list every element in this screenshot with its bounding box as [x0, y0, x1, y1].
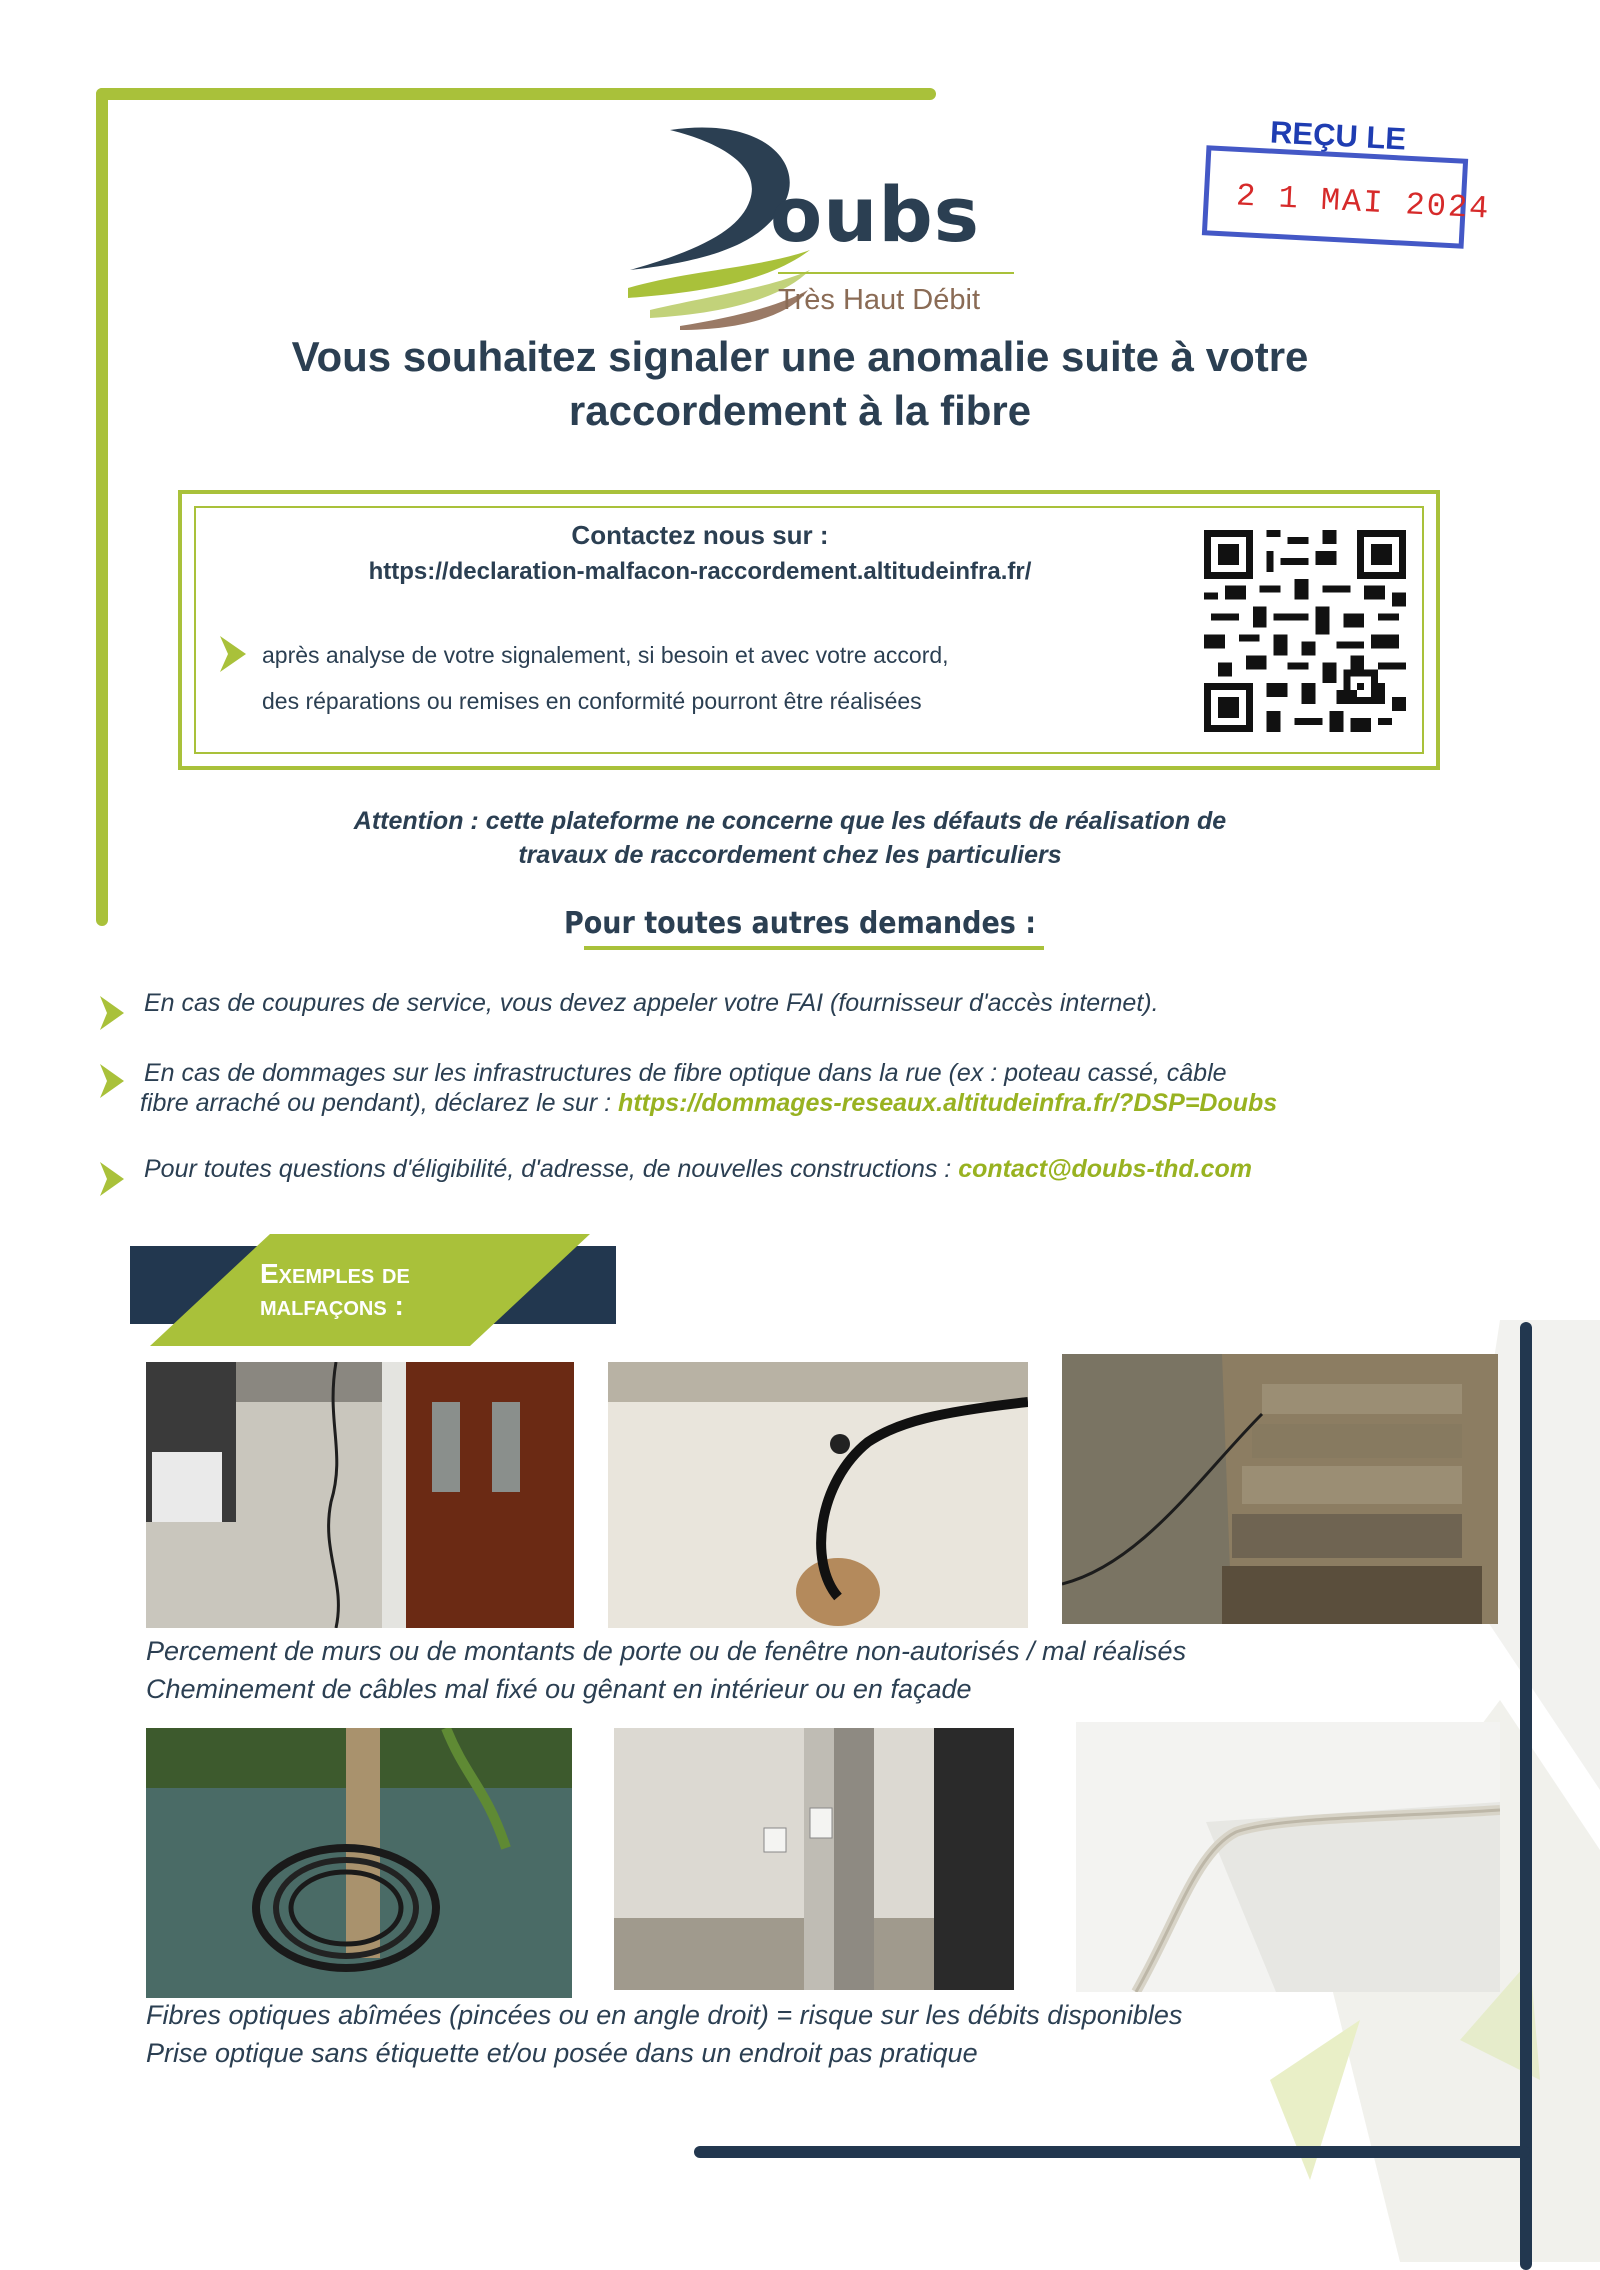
- attention-note: [200, 804, 1380, 872]
- caption-2-line-2: Prise optique sans étiquette et/ou posée dans un endroit pas pratique: [146, 2038, 978, 2068]
- banner-line-2: malfaçons :: [260, 1290, 404, 1321]
- photo-cable-along-stairs: [1062, 1354, 1498, 1624]
- contact-heading: Contactez nous sur :: [571, 520, 829, 550]
- bullet-service-outage: En cas de coupures de service, vous devez appeler votre FAI (fournisseur d'accès internet).: [144, 989, 1159, 1017]
- logo-divider: [778, 272, 1014, 274]
- frame-top-line: [96, 88, 936, 100]
- other-requests-underline: [584, 946, 1044, 950]
- photo-cable-through-wall: [608, 1362, 1028, 1628]
- photo-coiled-fiber-cable: [146, 1728, 572, 1998]
- bullet-3-text: Pour toutes questions d'éligibilité, d'adresse, de nouvelles constructions :: [144, 1155, 959, 1183]
- logo-subtitle: Très Haut Débit: [778, 284, 980, 316]
- contact-url-link[interactable]: https://declaration-malfacon-raccordement.altitudeinfra.fr/: [368, 558, 1032, 585]
- bullet-eligibility-questions: [144, 1154, 1544, 1184]
- arrow-bullet-icon: [98, 994, 126, 1032]
- contact-text-line-1: après analyse de votre signalement, si besoin et avec votre accord,: [262, 642, 949, 668]
- qr-code-icon[interactable]: [1204, 530, 1406, 732]
- other-requests-heading: Pour toutes autres demandes :: [563, 906, 1037, 941]
- bullet-2-line-2-text: fibre arraché ou pendant), déclarez le sur :: [140, 1089, 619, 1117]
- logo-wordmark: oubs: [770, 170, 980, 259]
- attention-line-1: Attention : cette plateforme ne concerne que les défauts de réalisation de: [353, 807, 1227, 835]
- contact-description: [262, 632, 1202, 724]
- frame-left-line: [96, 88, 108, 926]
- contact-text-line-2: des réparations ou remises en conformité pourront être réalisées: [262, 688, 922, 714]
- damage-report-link[interactable]: https://dommages-reseaux.altitudeinfra.fr/?DSP=Doubs: [618, 1089, 1278, 1117]
- examples-banner-text: [260, 1258, 410, 1322]
- arrow-bullet-icon: [218, 634, 248, 674]
- title-line-1: Vous souhaitez signaler une anomalie suite à votre: [291, 333, 1309, 380]
- banner-line-1: Exemples de: [260, 1258, 410, 1289]
- attention-line-2: travaux de raccordement chez les particuliers: [518, 841, 1062, 869]
- stamp-date: 2 1 MAI 2024: [1235, 177, 1492, 228]
- frame-right-line: [1520, 1322, 1532, 2270]
- photo-optical-outlet-wall: [614, 1728, 1014, 1990]
- caption-second-row: [146, 1996, 1526, 2072]
- arrow-bullet-icon: [98, 1160, 126, 1198]
- caption-1-line-1: Percement de murs ou de montants de porte ou de fenêtre non-autorisés / mal réalisés: [146, 1636, 1187, 1666]
- page-title: [120, 330, 1480, 438]
- photo-cable-corner-angle: [1076, 1722, 1500, 1992]
- caption-1-line-2: Cheminement de câbles mal fixé ou gênant en intérieur ou en façade: [146, 1674, 972, 1704]
- photo-wall-door-cable: [146, 1362, 574, 1628]
- stamp-label: REÇU LE: [1269, 114, 1407, 157]
- arrow-bullet-icon: [98, 1062, 126, 1100]
- caption-2-line-1: Fibres optiques abîmées (pincées ou en angle droit) = risque sur les débits disponibles: [146, 2000, 1183, 2030]
- caption-first-row: [146, 1632, 1526, 1708]
- bullet-2-line-1: En cas de dommages sur les infrastructures de fibre optique dans la rue (ex : poteau cassé, câble: [144, 1059, 1227, 1087]
- frame-bottom-line: [694, 2146, 1530, 2158]
- title-line-2: raccordement à la fibre: [568, 387, 1032, 434]
- contact-email-link[interactable]: contact@doubs-thd.com: [958, 1155, 1252, 1183]
- bullet-infrastructure-damage: [140, 1058, 1544, 1118]
- bullet-2-line-2: [140, 1088, 1544, 1118]
